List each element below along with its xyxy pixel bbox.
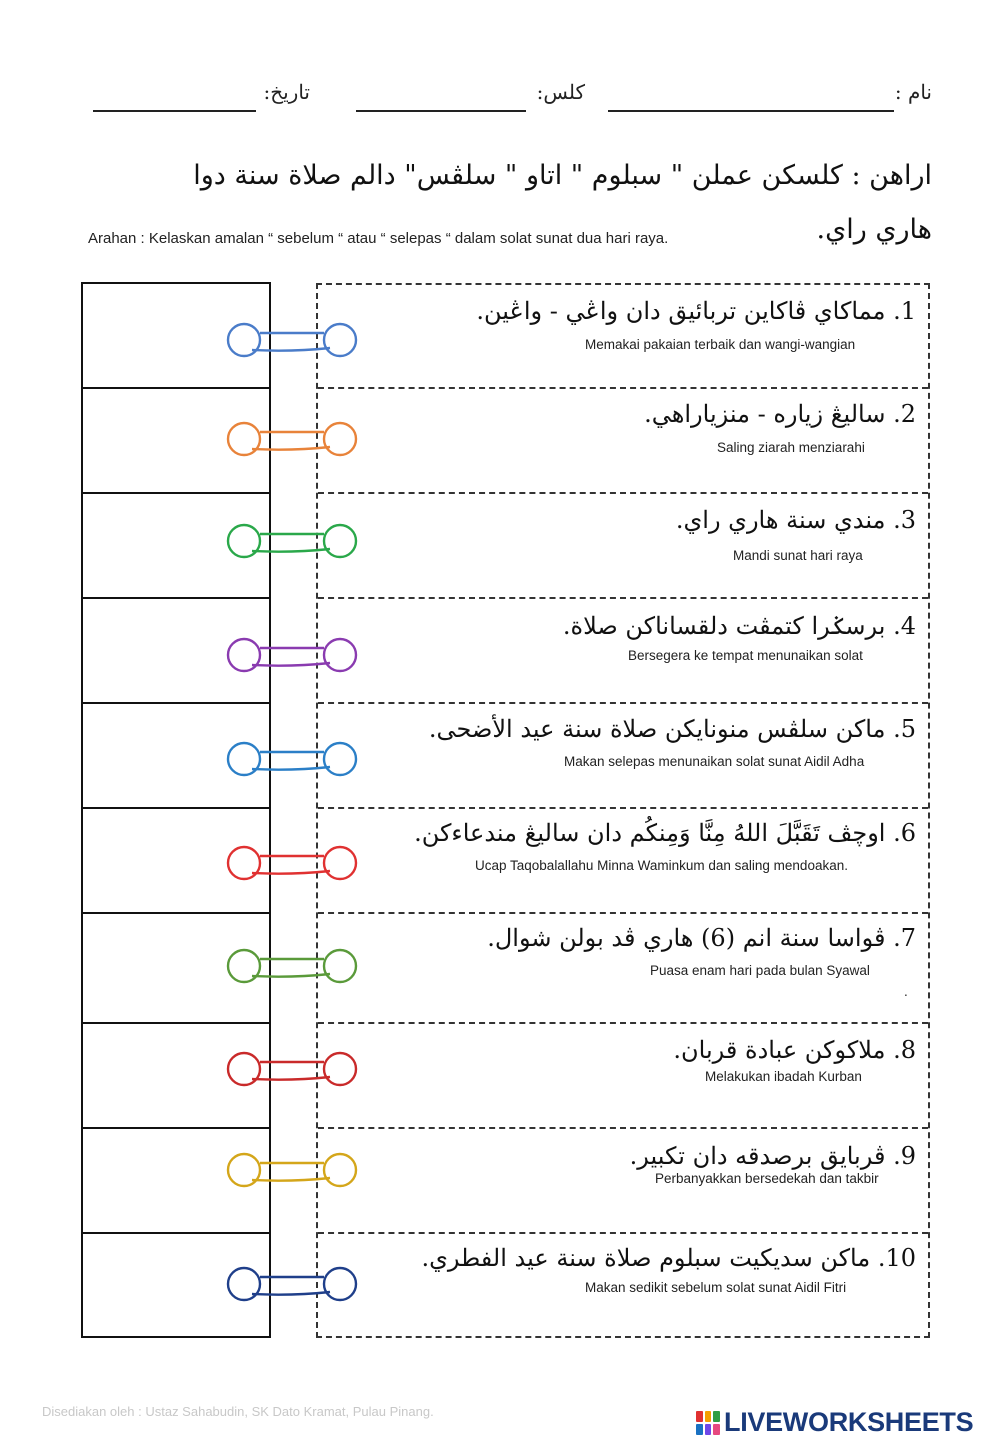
item-arabic: 2. ساليڠ زياره - منزياراهي.	[644, 400, 916, 428]
header-fields	[0, 80, 1000, 120]
answer-cell-divider	[83, 492, 269, 494]
item-arabic: 8. ملاكوكن عبادة قربان.	[673, 1036, 916, 1064]
item-malay: Melakukan ibadah Kurban	[705, 1069, 862, 1084]
item-arabic: 9. ڤربايق برصدقه دان تكبير.	[629, 1142, 916, 1170]
link-rings-icon[interactable]	[222, 633, 362, 677]
answer-cell-divider	[83, 1127, 269, 1129]
item-malay: Saling ziarah menziarahi	[717, 440, 865, 455]
item-divider	[318, 492, 928, 494]
liveworksheets-logo	[696, 1407, 973, 1438]
instruction-malay: Arahan : Kelaskan amalan “ sebelum “ atau “ selepas “ dalam solat sunat dua hari raya.	[88, 230, 669, 247]
link-rings-icon[interactable]	[222, 417, 362, 461]
item-malay-extra: .	[904, 984, 908, 999]
instruction-arabic-line1: اراهن : كلسكن عملن " سبلوم " اتاو " سلڤس" دالم صلاة سنة دوا	[193, 160, 932, 191]
item-malay: Makan selepas menunaikan solat sunat Aidil Adha	[564, 754, 865, 769]
name-field-line[interactable]	[608, 110, 894, 112]
link-rings-icon[interactable]	[222, 1047, 362, 1091]
item-malay: Makan sedikit sebelum solat sunat Aidil Fitri	[585, 1280, 847, 1295]
item-divider	[318, 1127, 928, 1129]
answer-cell-divider	[83, 702, 269, 704]
answer-cell-divider	[83, 912, 269, 914]
logo-mark-icon	[696, 1411, 720, 1435]
answer-cell-divider	[83, 807, 269, 809]
item-malay: Bersegera ke tempat menunaikan solat	[628, 648, 863, 663]
item-arabic: 7. ڤواسا سنة انم (6) هاري ڤد بولن شوال.	[487, 924, 916, 952]
item-arabic: 6. اوچڤ تَقَبَّلَ اللهُ مِنَّا وَمِنكُم دان ساليڠ مندعاءكن.	[414, 819, 916, 847]
instruction-arabic-line2: هاري راي.	[816, 214, 932, 245]
link-rings-icon[interactable]	[222, 318, 362, 362]
item-divider	[318, 1022, 928, 1024]
item-arabic: 4. برسݢرا كتمڤت دلقساناكن صلاة.	[562, 612, 916, 640]
item-divider	[318, 807, 928, 809]
item-divider	[318, 702, 928, 704]
item-malay: Perbanyakkan bersedekah dan takbir	[655, 1171, 879, 1186]
link-rings-icon[interactable]	[222, 1148, 362, 1192]
item-malay: Ucap Taqobalallahu Minna Waminkum dan saling mendoakan.	[475, 858, 848, 873]
logo-text: LIVEWORKSHEETS	[724, 1407, 974, 1437]
answer-cell-divider	[83, 1232, 269, 1234]
link-rings-icon[interactable]	[222, 519, 362, 563]
item-arabic: 10. ماكن سديكيت سبلوم صلاة سنة عيد الفطري.	[421, 1244, 916, 1272]
date-label: تاريخ:	[263, 80, 310, 104]
item-divider	[318, 1232, 928, 1234]
link-rings-icon[interactable]	[222, 944, 362, 988]
link-rings-icon[interactable]	[222, 841, 362, 885]
item-malay: Memakai pakaian terbaik dan wangi-wangian	[585, 337, 856, 352]
answer-cell-divider	[83, 597, 269, 599]
class-field-line[interactable]	[356, 110, 526, 112]
item-arabic: 1. مماكاي ڤاكاين تربائيق دان واڠي - واڠين.	[476, 297, 916, 325]
item-arabic: 5. ماكن سلڤس منونايكن صلاة سنة عيد الأضحى.	[428, 715, 916, 743]
item-malay: Mandi sunat hari raya	[733, 548, 863, 563]
link-rings-icon[interactable]	[222, 737, 362, 781]
item-divider	[318, 912, 928, 914]
item-divider	[318, 597, 928, 599]
class-label: كلس:	[536, 80, 585, 104]
name-label: نام :	[894, 80, 932, 104]
link-rings-icon[interactable]	[222, 1262, 362, 1306]
answer-cell-divider	[83, 387, 269, 389]
footer-credit: Disediakan oleh : Ustaz Sahabudin, SK Dato Kramat, Pulau Pinang.	[42, 1404, 434, 1419]
answer-cell-divider	[83, 1022, 269, 1024]
date-field-line[interactable]	[93, 110, 256, 112]
item-arabic: 3. مندي سنة هاري راي.	[675, 506, 916, 534]
item-malay: Puasa enam hari pada bulan Syawal	[650, 963, 870, 978]
item-divider	[318, 387, 928, 389]
